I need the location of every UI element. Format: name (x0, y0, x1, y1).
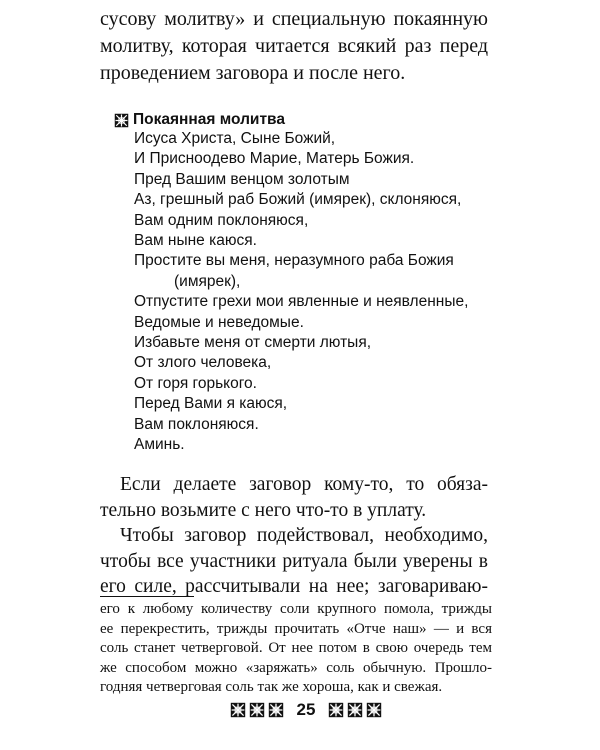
prayer-line: Простите вы меня, неразумного раба Божия (134, 252, 454, 270)
prayer-line: (имярек), (174, 272, 241, 290)
text-line: молитву, которая читается всякий раз перед (100, 35, 488, 57)
prayer-line: Вам ныне каюся. (134, 232, 257, 250)
prayer-line: И Присноодево Марие, Матерь Божия. (134, 150, 415, 168)
ornament-icon (366, 702, 382, 718)
text-line: его силе, рассчитывали на нее; заговариваю- (100, 576, 488, 597)
footnote-divider (100, 596, 194, 597)
page-number: 25 (296, 700, 316, 719)
footnote-line: же способом можно «заряжать» соль обычную. Прошло- (100, 659, 492, 676)
ornament-icon (249, 702, 265, 718)
text-line: проведением заговора и после него. (100, 62, 406, 84)
text-line: Если делаете заговор кому-то, то обяза- (120, 474, 488, 495)
prayer-text (134, 129, 494, 456)
prayer-line: Исуса Христа, Сыне Божий, (134, 130, 336, 147)
page-footer (196, 700, 416, 720)
text-line: Чтобы заговор подействовал, необходимо, (120, 525, 488, 546)
prayer-title: Покаянная молитва (133, 111, 285, 128)
prayer-line: Ведомые и неведомые. (134, 313, 304, 331)
intro-paragraph (100, 6, 488, 87)
ornament-icon (114, 113, 129, 128)
text-line: тельно возьмите с него что-то в уплату. (100, 499, 427, 521)
prayer-line: От злого человека, (134, 354, 272, 372)
text-line: сусову молитву» и специальную покаянную (100, 8, 488, 30)
footnote-line: его к любому количеству соли крупного помола, трижды (100, 601, 492, 617)
prayer-line: Перед Вами я каюся, (134, 395, 288, 413)
prayer-line: Отпустите грехи мои явленные и неявленные, (134, 293, 469, 311)
footnote-line: годняя четверговая соль так же хороша, как и свежая. (100, 679, 443, 695)
footnote (100, 600, 492, 698)
footnote-line: ее перекрестить, трижды прочитать «Отче наш» — и вся (100, 620, 492, 637)
ornament-icon (347, 702, 363, 718)
prayer-line: Вам одним поклоняюся, (134, 211, 309, 229)
ornament-icon (328, 702, 344, 718)
ornament-icon (268, 702, 284, 718)
footnote-line: соль станет четверговой. От нее потом в свою очередь тем (100, 640, 492, 656)
ornament-icon (230, 702, 246, 718)
prayer-line: Пред Вашим венцом золотым (134, 170, 350, 188)
prayer-line: От горя горького. (134, 374, 257, 392)
prayer-line: Аз, грешный раб Божий (имярек), склоняюся, (134, 191, 462, 209)
prayer-line: Аминь. (134, 436, 185, 454)
prayer-line: Избавьте меня от смерти лютыя, (134, 334, 372, 352)
text-line: чтобы все участники ритуала были уверены в (100, 550, 488, 572)
prayer-heading (114, 110, 285, 130)
body-paragraphs (100, 472, 488, 600)
prayer-line: Вам поклоняюся. (134, 415, 259, 433)
